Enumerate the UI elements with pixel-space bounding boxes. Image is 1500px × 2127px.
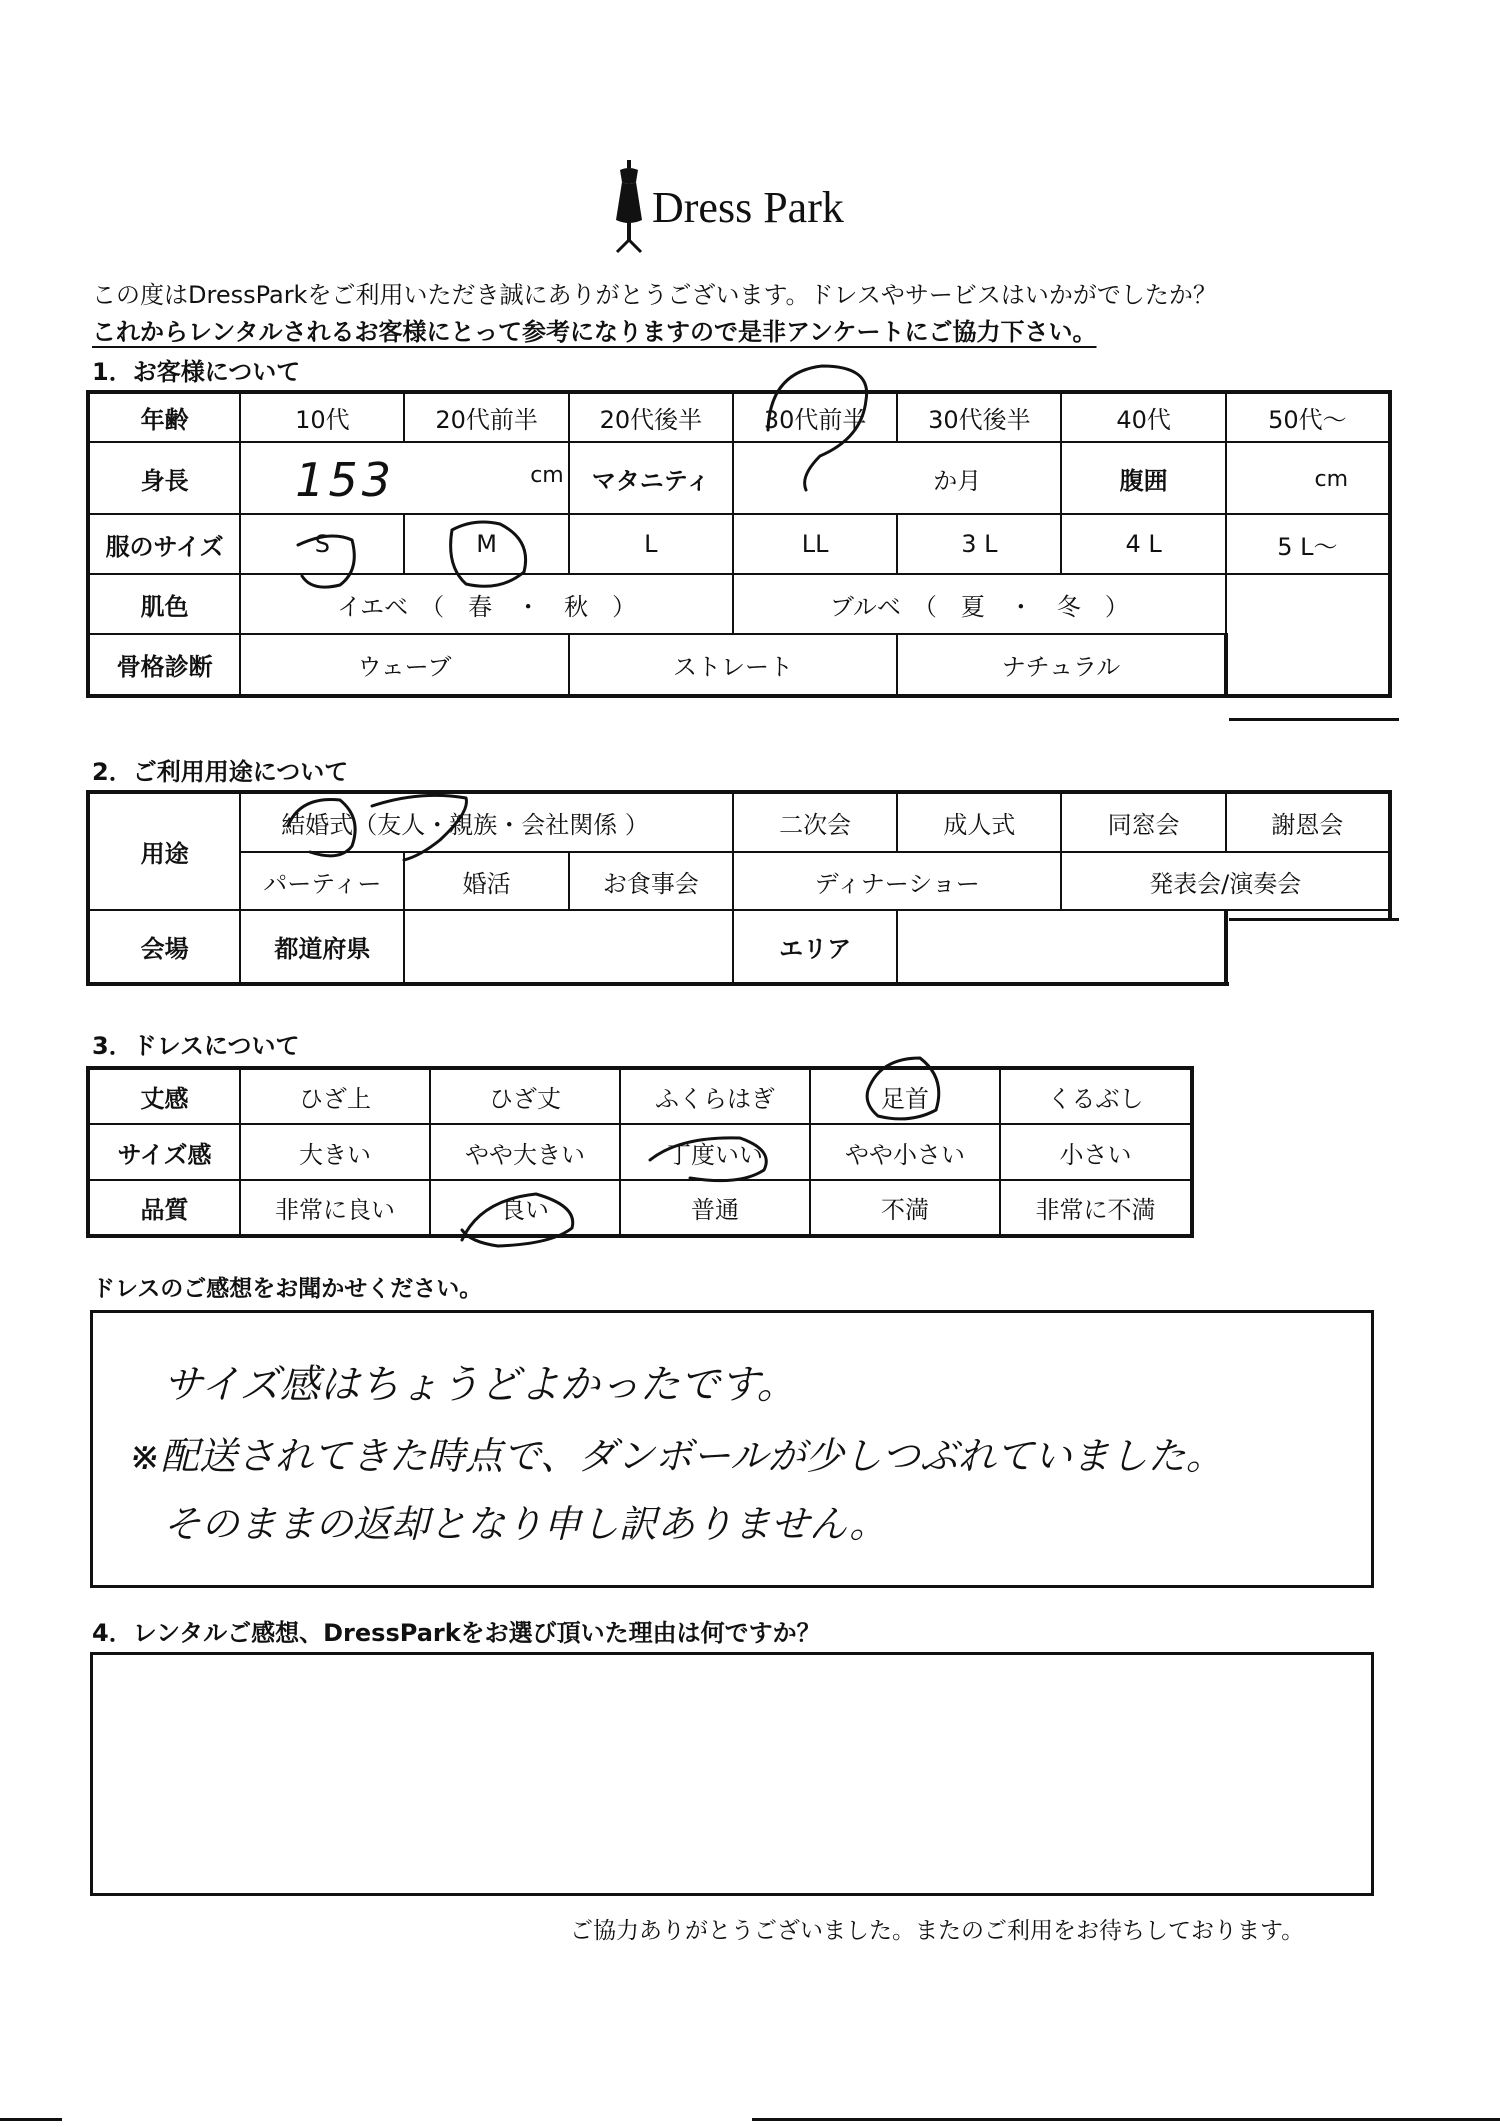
circle-mark: [867, 1058, 939, 1119]
age-option[interactable]: 20代後半: [569, 392, 733, 442]
waist-label: 腹囲: [1061, 442, 1225, 514]
intro-line-1: この度はDressParkをご利用いただき誠にありがとうございます。ドレスやサービスはいかがでしたか？: [92, 281, 1217, 309]
comment-line-3: そのままの返却となり申し訳ありません。: [163, 1502, 888, 1546]
circle-mark: [768, 366, 867, 490]
circle-mark: [298, 536, 354, 587]
prefecture-label: 都道府県: [240, 910, 404, 984]
size-option[interactable]: 5 L～: [1226, 514, 1390, 574]
age-option-selected[interactable]: 30代前半: [733, 392, 897, 442]
age-option[interactable]: 20代前半: [404, 392, 568, 442]
fit-option[interactable]: やや小さい: [810, 1124, 1000, 1180]
venue-label: 会場: [88, 910, 240, 984]
wedding-option-selected[interactable]: 結婚式（友人・親族・会社関係 ）: [240, 792, 733, 852]
length-option-selected[interactable]: 足首: [810, 1068, 1000, 1124]
circle-mark: [462, 1194, 573, 1246]
age-option[interactable]: 30代後半: [897, 392, 1061, 442]
age-option[interactable]: 50代～: [1226, 392, 1390, 442]
size-option[interactable]: 4 L: [1061, 514, 1225, 574]
intro-line-2: これからレンタルされるお客様にとって参考になりますので是非アンケートにご協力下さい。: [92, 318, 1097, 346]
section-1-title: 1．お客様について: [92, 358, 301, 386]
quality-label: 品質: [88, 1180, 240, 1236]
brand-name: Dress Park: [652, 183, 844, 232]
size-label: 服のサイズ: [88, 514, 240, 574]
usage-option[interactable]: 二次会: [733, 792, 897, 852]
frame-option[interactable]: ナチュラル: [897, 634, 1226, 696]
age-option[interactable]: 10代: [240, 392, 404, 442]
usage-option[interactable]: 謝恩会: [1226, 792, 1390, 852]
frame-option[interactable]: ストレート: [569, 634, 898, 696]
waist-unit: cm: [1314, 467, 1348, 492]
skin-yellow-option[interactable]: イエベ （ 春 ・ 秋 ）: [240, 574, 733, 634]
quality-option-selected[interactable]: 良い: [430, 1180, 620, 1236]
size-option-selected[interactable]: M: [404, 514, 568, 574]
circle-mark: [650, 1138, 766, 1181]
comment-line-1: サイズ感はちょうどよかったです。: [163, 1362, 797, 1408]
age-label: 年齢: [88, 392, 240, 442]
dress-comment-prompt: ドレスのご感想をお聞かせください。: [92, 1276, 483, 1302]
length-option[interactable]: ひざ上: [240, 1068, 430, 1124]
quality-option[interactable]: 非常に不満: [1000, 1180, 1192, 1236]
fit-option[interactable]: 大きい: [240, 1124, 430, 1180]
fit-option[interactable]: 小さい: [1000, 1124, 1192, 1180]
maternity-label: マタニティ: [569, 442, 733, 514]
size-option[interactable]: L: [569, 514, 733, 574]
size-option[interactable]: 3 L: [897, 514, 1061, 574]
length-option[interactable]: ひざ丈: [430, 1068, 620, 1124]
section-4-title: 4．レンタルご感想、DressParkをお選び頂いた理由は何ですか？: [92, 1619, 821, 1647]
size-option-selected[interactable]: S: [240, 514, 404, 574]
usage-option[interactable]: お食事会: [569, 852, 733, 910]
fit-label: サイズ感: [88, 1124, 240, 1180]
height-label: 身長: [88, 442, 240, 514]
length-option[interactable]: くるぶし: [1000, 1068, 1192, 1124]
length-label: 丈感: [88, 1068, 240, 1124]
size-option[interactable]: LL: [733, 514, 897, 574]
maternity-unit: か月: [933, 466, 982, 495]
length-option[interactable]: ふくらはぎ: [620, 1068, 810, 1124]
frame-label: 骨格診断: [88, 634, 240, 696]
usage-option[interactable]: 同窓会: [1061, 792, 1225, 852]
footer-thanks: ご協力ありがとうございました。またのご利用をお待ちしております。: [570, 1918, 1305, 1944]
frame-option[interactable]: ウェーブ: [240, 634, 569, 696]
usage-label: 用途: [88, 792, 240, 910]
skin-blue-option[interactable]: ブルベ （ 夏 ・ 冬 ）: [733, 574, 1226, 634]
comment-line-2: ※配送されてきた時点で、ダンボールが少しつぶれていました。: [129, 1434, 1224, 1478]
usage-option[interactable]: 成人式: [897, 792, 1061, 852]
height-unit: cm: [530, 463, 564, 488]
age-option[interactable]: 40代: [1061, 392, 1225, 442]
quality-option[interactable]: 普通: [620, 1180, 810, 1236]
usage-option[interactable]: 婚活: [404, 852, 568, 910]
area-label: エリア: [733, 910, 897, 984]
circle-mark: [451, 522, 526, 586]
quality-option[interactable]: 非常に良い: [240, 1180, 430, 1236]
quality-option[interactable]: 不満: [810, 1180, 1000, 1236]
usage-option[interactable]: 発表会/演奏会: [1061, 852, 1390, 910]
section-3-title: 3．ドレスについて: [92, 1032, 300, 1060]
usage-option[interactable]: ディナーショー: [733, 852, 1062, 910]
fit-option[interactable]: やや大きい: [430, 1124, 620, 1180]
section-2-title: 2．ご利用用途について: [92, 758, 349, 786]
fit-option-selected[interactable]: 丁度いい: [620, 1124, 810, 1180]
circle-mark: [372, 795, 466, 860]
circle-mark: [288, 800, 355, 856]
usage-option[interactable]: パーティー: [240, 852, 404, 910]
height-value: 153: [295, 453, 396, 507]
skin-label: 肌色: [88, 574, 240, 634]
